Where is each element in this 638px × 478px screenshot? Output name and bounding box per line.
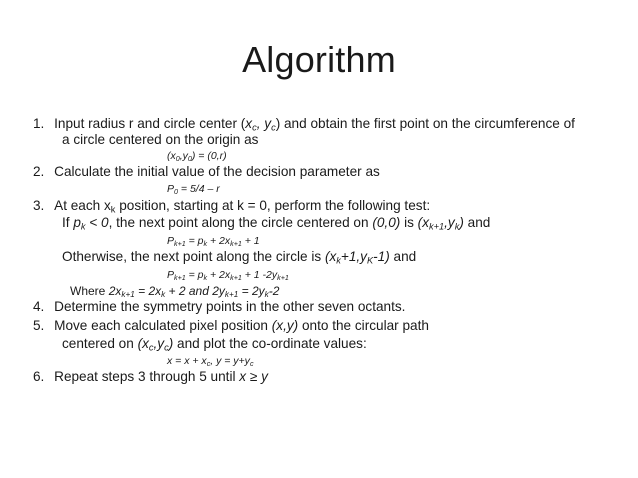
step-5-line-2: centered on $(x_c,y_c)$ and plot the co-ordinate values:	[62, 336, 367, 353]
step-number: 3.	[33, 198, 45, 213]
step-3-otherwise: Otherwise, the next point along the circle is $(x_k+1,y_K-1)$ and	[62, 249, 417, 266]
equation-next-decision-2: $P_{k+1} = p_k + 2x_{k+1} + 1$ $-2y_{k+1}$	[167, 269, 289, 282]
step-number: 1.	[33, 116, 45, 131]
step-number: 4.	[33, 299, 45, 314]
step-number: 5.	[33, 318, 45, 333]
equation-initial-point: $(x_0,y_0) = (0,r)$	[167, 150, 227, 163]
step-2	[33, 163, 380, 180]
step-1-line-2: a circle centered on the origin as	[62, 132, 259, 147]
where-definition: Where $2x_{k+1} = 2x_k + 2$ and $2y_{k+1} = 2y_k-2$	[70, 284, 280, 300]
step-5	[33, 317, 429, 334]
step-text: Move each calculated pixel position (x,y) onto the circular path	[54, 318, 429, 333]
equation-next-decision-1: $P_{k+1} = p_k + 2x_{k+1} + 1$	[167, 235, 260, 248]
step-text: At each $x_k$ position, starting at k = 0, perform the following test:	[54, 198, 431, 215]
step-text: Repeat steps 3 through 5 until x ≥ y	[54, 369, 268, 384]
step-text: Input radius r and circle center ($x_c$, $y_c$) and obtain the first point on the circumference of	[54, 116, 575, 133]
step-number: 6.	[33, 369, 45, 384]
step-4	[33, 298, 405, 315]
slide-title: Algorithm	[242, 39, 396, 80]
step-3-condition: If $p_k < 0$, the next point along the circle centered on (0,0) is $(x_{k+1},y_k)$ and	[62, 215, 491, 232]
equation-coordinates: $x = x + x_c$, $y = y+y_c$	[167, 355, 254, 368]
step-number: 2.	[33, 164, 45, 179]
step-text: Calculate the initial value of the decision parameter as	[54, 164, 380, 179]
step-3	[33, 197, 430, 214]
step-1	[33, 115, 575, 132]
equation-initial-decision: $P_0 = 5/4 - r$	[167, 183, 220, 196]
step-6	[33, 368, 268, 385]
step-text: Determine the symmetry points in the other seven octants.	[54, 299, 406, 314]
